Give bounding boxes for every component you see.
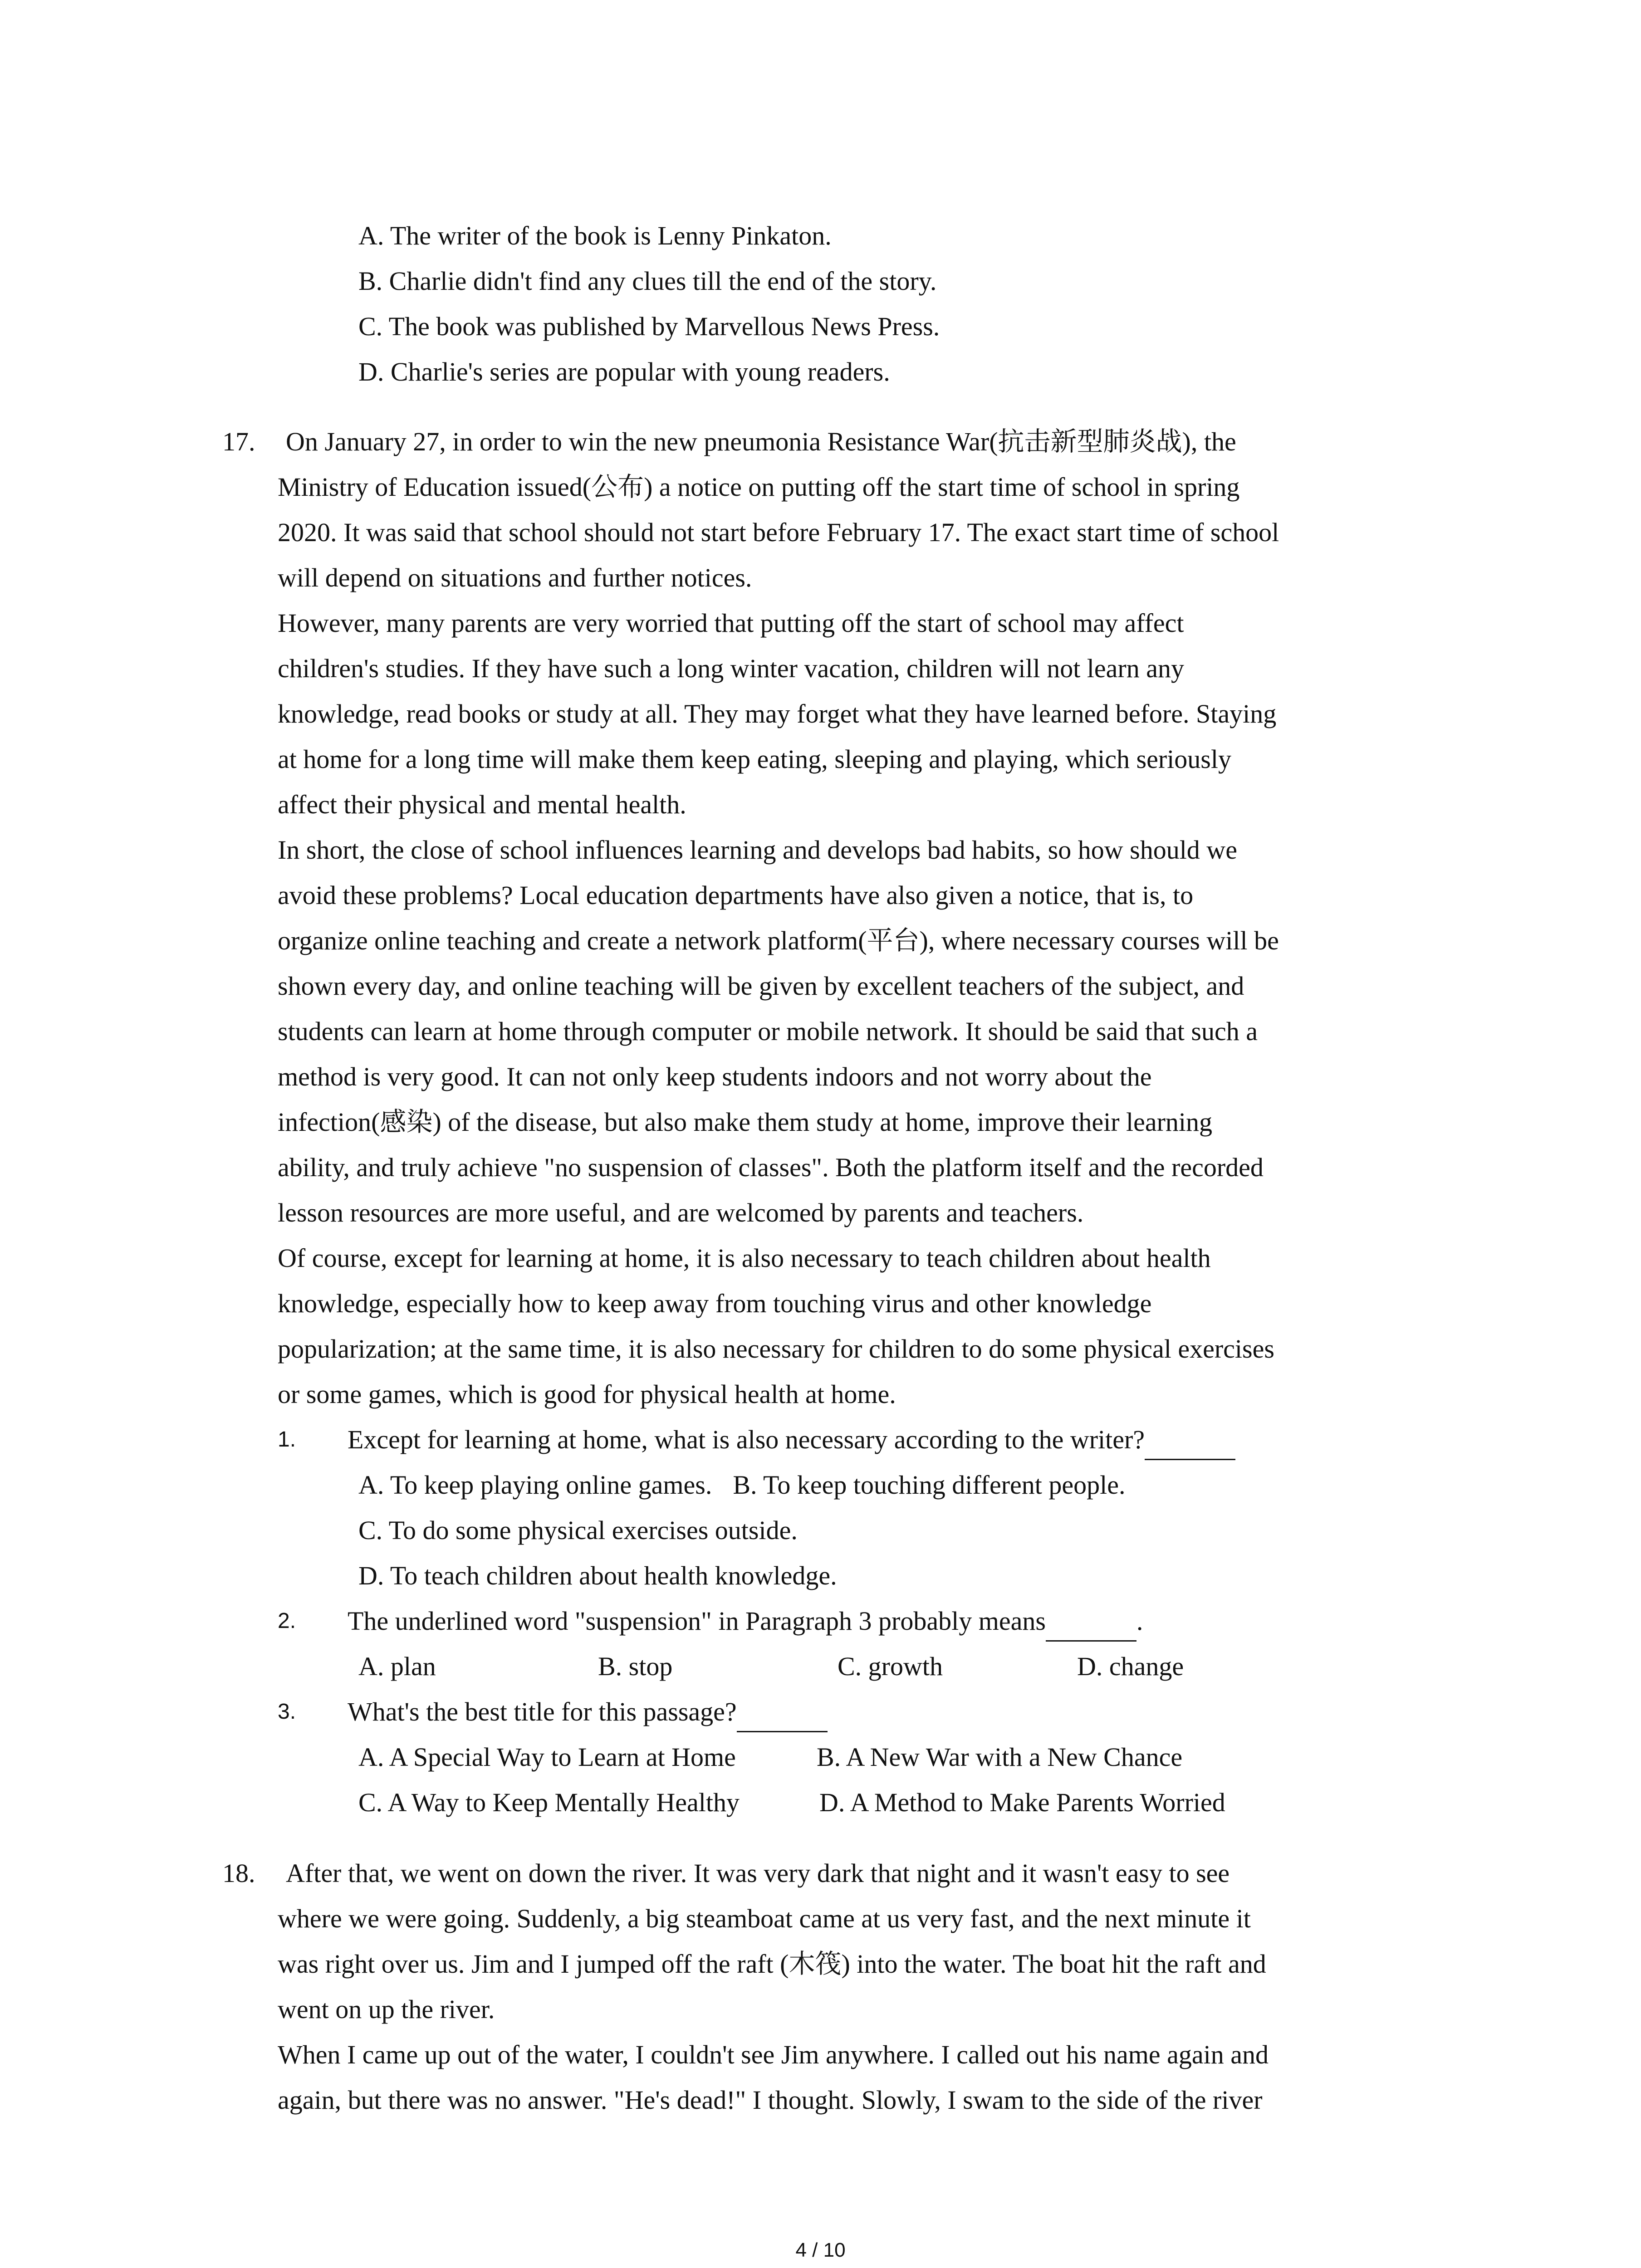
sub-question-1-number: 1. [278, 1427, 296, 1452]
sub1-option-d: D. To teach children about health knowledge. [358, 1561, 837, 1590]
q17-line-11: avoid these problems? Local education departments have also given a notice, that is, to [278, 880, 1194, 910]
sub-question-2-stem: The underlined word "suspension" in Paragraph 3 probably means [348, 1606, 1046, 1636]
q17-line-20: knowledge, especially how to keep away from touching virus and other knowledge [278, 1289, 1152, 1318]
q17-line-18: lesson resources are more useful, and are welcomed by parents and teachers. [278, 1198, 1084, 1227]
sub2-option-a: A. plan [358, 1652, 436, 1681]
q18-line-6: again, but there was no answer. "He's dead!" I thought. Slowly, I swam to the side of the river [278, 2085, 1263, 2115]
question-17-number: 17. [222, 427, 255, 456]
q17-line-13: shown every day, and online teaching will be given by excellent teachers of the subject, and [278, 971, 1244, 1001]
prev-option-d: D. Charlie's series are popular with young readers. [358, 357, 890, 386]
q17-line-7: knowledge, read books or study at all. They may forget what they have learned before. Staying [278, 699, 1277, 728]
sub3-option-b: B. A New War with a New Chance [817, 1742, 1183, 1772]
sub-question-2-end: . [1136, 1606, 1143, 1636]
sub3-option-d: D. A Method to Make Parents Worried [819, 1788, 1225, 1817]
answer-blank [737, 1693, 828, 1732]
q17-line-17: ability, and truly achieve "no suspension of classes". Both the platform itself and the recorded [278, 1153, 1264, 1182]
sub1-options-row-1 [358, 1466, 1126, 1504]
sub-question-3-text [348, 1693, 828, 1731]
answer-blank [1046, 1602, 1136, 1642]
answer-blank [1145, 1421, 1235, 1460]
q17-line-1: On January 27, in order to win the new pneumonia Resistance War(抗击新型肺炎战), the [286, 427, 1236, 456]
sub-question-2-number: 2. [278, 1609, 296, 1633]
q18-line-2: where we were going. Suddenly, a big steamboat came at us very fast, and the next minute it [278, 1904, 1251, 1933]
sub1-option-a: A. To keep playing online games. [358, 1470, 712, 1500]
q17-line-4: will depend on situations and further notices. [278, 563, 752, 592]
prev-option-b: B. Charlie didn't find any clues till the end of the story. [358, 266, 937, 296]
prev-option-a: A. The writer of the book is Lenny Pinkaton. [358, 221, 832, 250]
q17-line-21: popularization; at the same time, it is also necessary for children to do some physical exercises [278, 1334, 1274, 1364]
sub3-option-c: C. A Way to Keep Mentally Healthy [358, 1788, 740, 1817]
q18-line-4: went on up the river. [278, 1994, 495, 2024]
q17-line-2: Ministry of Education issued(公布) a notice on putting off the start time of school in spring [278, 472, 1240, 502]
question-18-number: 18. [222, 1858, 255, 1888]
q17-line-6: children's studies. If they have such a long winter vacation, children will not learn any [278, 654, 1184, 683]
sub2-option-b: B. stop [598, 1652, 673, 1681]
sub2-option-d: D. change [1077, 1652, 1184, 1681]
q17-line-22: or some games, which is good for physical health at home. [278, 1379, 896, 1409]
sub-question-3-stem: What's the best title for this passage? [348, 1697, 737, 1726]
q17-line-5: However, many parents are very worried that putting off the start of school may affect [278, 608, 1184, 638]
q17-line-3: 2020. It was said that school should not start before February 17. The exact start time of school [278, 518, 1279, 547]
q18-line-1: After that, we went on down the river. It was very dark that night and it wasn't easy to see [286, 1858, 1230, 1888]
q17-line-10: In short, the close of school influences learning and develops bad habits, so how should we [278, 835, 1237, 865]
sub-question-1-text [348, 1421, 1235, 1459]
sub1-option-b: B. To keep touching different people. [733, 1470, 1126, 1500]
q17-line-8: at home for a long time will make them keep eating, sleeping and playing, which seriously [278, 744, 1231, 774]
q17-line-19: Of course, except for learning at home, it is also necessary to teach children about health [278, 1243, 1211, 1273]
prev-option-c: C. The book was published by Marvellous News Press. [358, 312, 940, 341]
q17-line-9: affect their physical and mental health. [278, 790, 686, 819]
sub1-option-c: C. To do some physical exercises outside. [358, 1515, 798, 1545]
sub-question-1-stem: Except for learning at home, what is also necessary according to the writer? [348, 1425, 1145, 1454]
sub-question-3-number: 3. [278, 1700, 296, 1724]
page-number: 4 / 10 [795, 2239, 846, 2261]
q17-line-15: method is very good. It can not only keep students indoors and not worry about the [278, 1062, 1152, 1091]
sub2-option-c: C. growth [838, 1652, 943, 1681]
sub3-option-a: A. A Special Way to Learn at Home [358, 1742, 736, 1772]
q17-line-14: students can learn at home through computer or mobile network. It should be said that such a [278, 1017, 1258, 1046]
sub-question-2-text [348, 1602, 1143, 1640]
q18-line-3: was right over us. Jim and I jumped off the raft (木筏) into the water. The boat hit the raft and [278, 1949, 1266, 1979]
q17-line-16: infection(感染) of the disease, but also make them study at home, improve their learning [278, 1107, 1213, 1137]
q18-line-5: When I came up out of the water, I couldn't see Jim anywhere. I called out his name again and [278, 2040, 1269, 2069]
q17-line-12: organize online teaching and create a network platform(平台), where necessary courses will be [278, 926, 1279, 955]
